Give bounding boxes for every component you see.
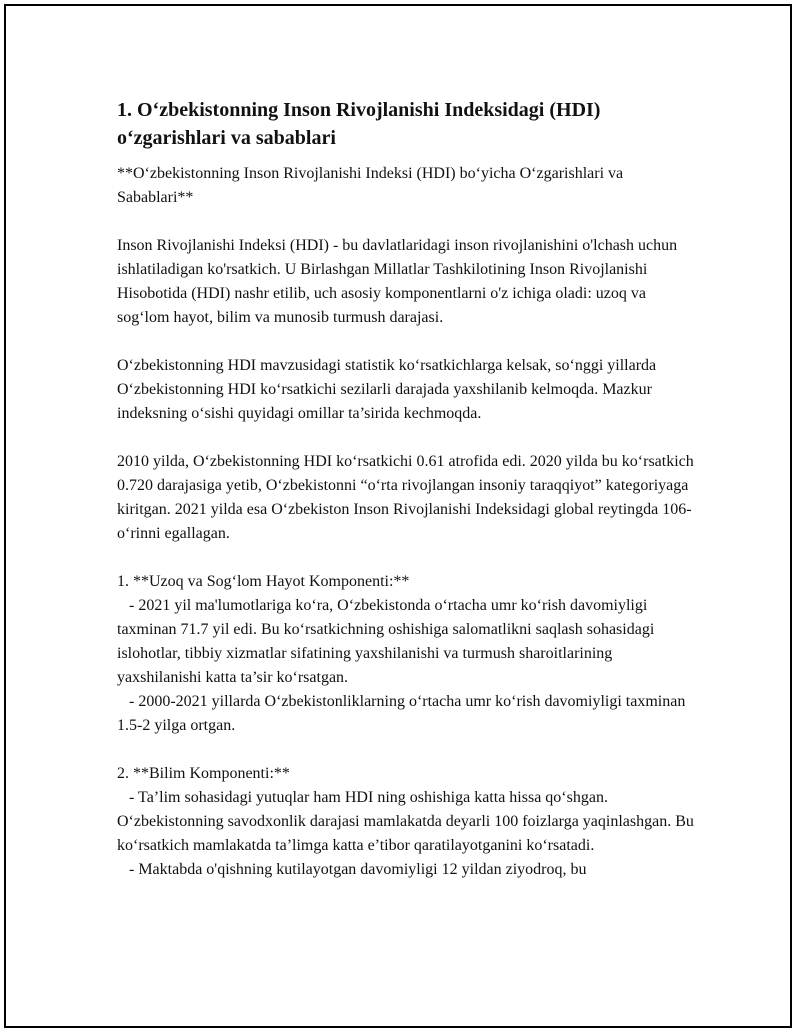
document-body bbox=[117, 96, 697, 906]
section-heading: 1. **Uzoq va Sog‘lom Hayot Komponenti:** bbox=[117, 573, 410, 590]
list-item: - Ta’lim sohasidagi yutuqlar ham HDI ning oshishiga katta hissa qo‘shgan. O‘zbekistonning savodxonlik darajasi mamlakatda deyarli 100 foizlarga yaqinlashgan. Bu ko‘rsatkich mamlakatda ta’limga katta e’tibor qaratilayotganini ko‘rsatadi. bbox=[117, 789, 698, 854]
document-title: 1. O‘zbekistonning Inson Rivojlanishi Indeksidagi (HDI) o‘zgarishlari va sabablari bbox=[117, 99, 601, 149]
list-item: - 2021 yil ma'lumotlariga ko‘ra, O‘zbekistonda o‘rtacha umr ko‘rish davomiyligi taxminan 71.7 yil edi. Bu ko‘rsatkichning oshishiga salomatlikni saqlash sohasidagi islohotlar, tibbiy xizmatlar sifatining yaxshilanishi va turmush sharoitlarining yaxshilanishi katta ta’sir ko‘rsatgan. bbox=[117, 597, 659, 686]
document-subtitle: **O‘zbekistonning Inson Rivojlanishi Indeksi (HDI) bo‘yicha O‘zgarishlari va Sabablari** bbox=[117, 165, 628, 206]
list-item: - Maktabda o'qishning kutilayotgan davomiyligi 12 yildan ziyodroq, bu bbox=[117, 861, 587, 878]
section-education bbox=[117, 762, 697, 882]
section-heading: 2. **Bilim Komponenti:** bbox=[117, 765, 290, 782]
paragraph-hdi-definition: Inson Rivojlanishi Indeksi (HDI) - bu davlatlaridagi inson rivojlanishini o'lchash uchun ishlatiladigan ko'rsatkich. U Birlashgan Millatlar Tashkilotining Inson Rivojlanishi Hisobotida (HDI) nashr etilib, uch asosiy komponentlarni o'z ichiga oladi: uzoq va sog‘lom hayot, bilim va munosib turmush darajasi. bbox=[117, 237, 682, 326]
paragraph-hdi-statistics: 2010 yilda, O‘zbekistonning HDI ko‘rsatkichi 0.61 atrofida edi. 2020 yilda bu ko‘rsatkich 0.720 darajasiga yetib, O‘zbekistonni “o‘rta rivojlangan insoniy taraqqiyot” kategoriyaga kiritgan. 2021 yilda esa O‘zbekiston Inson Rivojlanishi Indeksidagi global reytingda 106-o‘rinni egallagan. bbox=[117, 453, 698, 542]
section-health bbox=[117, 570, 697, 738]
list-item: - 2000-2021 yillarda O‘zbekistonliklarning o‘rtacha umr ko‘rish davomiyligi taxminan 1.5-2 yilga ortgan. bbox=[117, 693, 690, 734]
paragraph-hdi-trend: O‘zbekistonning HDI mavzusidagi statistik ko‘rsatkichlarga kelsak, so‘nggi yillarda O‘zbekistonning HDI ko‘rsatkichi sezilarli darajada yaxshilanib kelmoqda. Mazkur indeksning o‘sishi quyidagi omillar ta’sirida kechmoqda. bbox=[117, 357, 661, 422]
